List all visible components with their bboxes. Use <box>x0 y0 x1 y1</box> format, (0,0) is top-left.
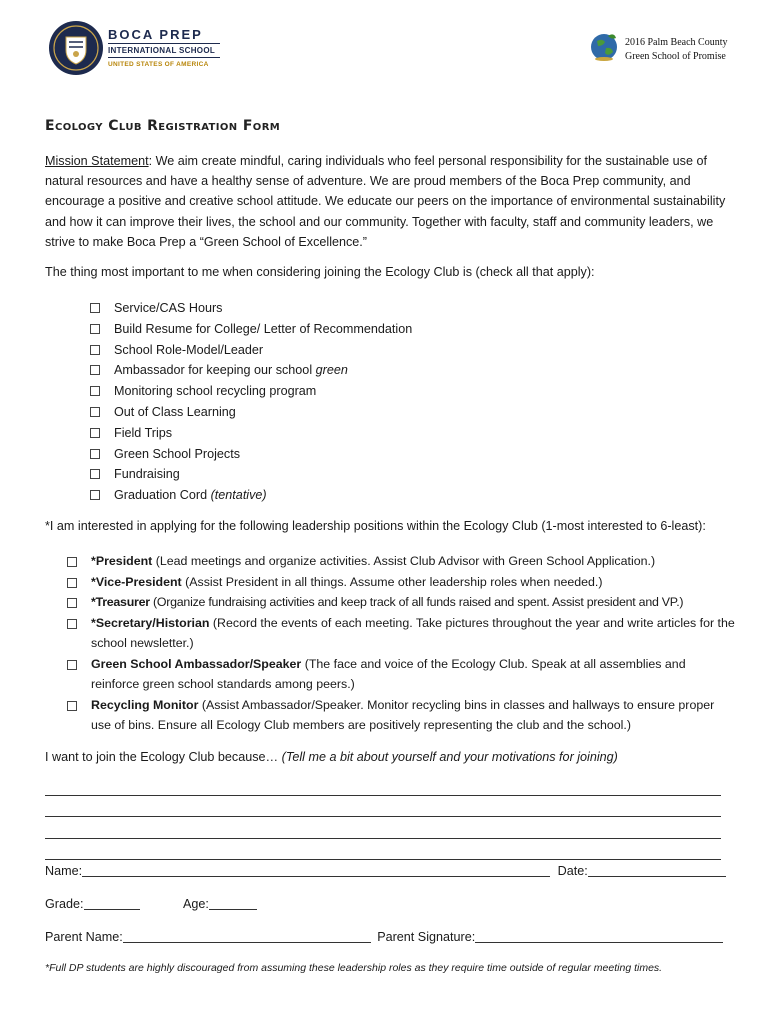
brand-divider <box>108 57 220 58</box>
question-motivation <box>45 750 618 764</box>
position-desc: (Organize fundraising activities and keep track of all funds raised and spent. Assist president and VP.) <box>149 595 684 609</box>
school-subtitle: INTERNATIONAL SCHOOL <box>108 46 216 55</box>
option-label: Monitoring school recycling program <box>114 384 317 399</box>
option-emphasis: green <box>315 363 348 378</box>
answer-line[interactable] <box>45 839 721 861</box>
checkbox[interactable] <box>67 598 77 608</box>
answer-line[interactable] <box>45 817 721 839</box>
checkbox[interactable] <box>67 557 77 567</box>
checkbox[interactable] <box>90 407 100 417</box>
motivation-answer-lines[interactable] <box>45 774 721 860</box>
option-item[interactable] <box>90 319 412 340</box>
mission-label: Mission Statement <box>45 154 149 168</box>
checkbox[interactable] <box>67 701 77 711</box>
option-emphasis: (tentative) <box>210 488 267 503</box>
position-desc: (The face and voice of the Ecology Club. Speak at all assemblies and reinforce green school standards among peers.) <box>91 656 686 691</box>
grade-age-row <box>45 896 257 912</box>
position-desc: (Assist Ambassador/Speaker. Monitor recycling bins in classes and hallways to ensure proper use of bins. Ensure all Ecology Club members are positively representing the club and the school.) <box>91 697 715 732</box>
age-field[interactable] <box>209 896 257 910</box>
parent-name-field[interactable] <box>123 929 371 943</box>
position-desc: (Lead meetings and organize activities. Assist Club Advisor with Green School Application.) <box>152 554 656 568</box>
option-label: Service/CAS Hours <box>114 301 223 315</box>
position-item[interactable] <box>67 592 737 613</box>
school-brand <box>108 28 226 69</box>
motivation-prompt: I want to join the Ecology Club because… <box>45 750 282 764</box>
position-item[interactable] <box>67 613 737 654</box>
award-line: 2016 Palm Beach County <box>625 37 728 48</box>
position-title: Green School Ambassador/Speaker <box>91 656 302 671</box>
option-label: Field Trips <box>114 425 173 440</box>
checkbox[interactable] <box>67 660 77 670</box>
option-item[interactable] <box>90 485 412 506</box>
age-label: Age: <box>183 897 209 911</box>
school-crest-icon <box>48 20 104 76</box>
position-title: Recycling Monitor <box>91 697 199 712</box>
name-field[interactable] <box>82 863 550 877</box>
position-title: *Vice-President <box>91 574 182 589</box>
mission-statement <box>45 151 735 252</box>
position-item[interactable] <box>67 654 737 695</box>
checkbox[interactable] <box>90 469 100 479</box>
option-label: Green School Projects <box>114 446 240 461</box>
page-header <box>0 0 770 90</box>
school-name: BOCA PREP <box>108 27 203 42</box>
checkbox[interactable] <box>90 490 100 500</box>
checkbox[interactable] <box>67 619 77 629</box>
question-leadership: *I am interested in applying for the following leadership positions within the Ecology Club (1-most interested to 6-least): <box>45 519 706 533</box>
option-item[interactable] <box>90 423 412 444</box>
parent-signature-label: Parent Signature: <box>377 930 476 944</box>
globe-icon <box>588 30 620 62</box>
parent-signature-field[interactable] <box>475 929 723 943</box>
name-label: Name: <box>45 864 83 878</box>
answer-line[interactable] <box>45 796 721 818</box>
position-title: *Treasurer <box>91 595 150 609</box>
position-desc: (Assist President in all things. Assume other leadership roles when needed.) <box>181 574 603 589</box>
checkbox[interactable] <box>90 386 100 396</box>
name-date-row <box>45 863 726 879</box>
parent-name-label: Parent Name: <box>45 930 123 944</box>
option-item[interactable] <box>90 360 412 381</box>
school-country: UNITED STATES OF AMERICA <box>108 61 209 68</box>
position-title: *Secretary/Historian <box>91 615 210 630</box>
option-label: Ambassador for keeping our school <box>114 363 316 378</box>
option-label: Fundraising <box>114 467 180 482</box>
position-item[interactable] <box>67 572 737 593</box>
date-field[interactable] <box>588 863 726 877</box>
option-item[interactable] <box>90 464 412 485</box>
date-label: Date: <box>557 864 588 878</box>
option-item[interactable] <box>90 340 412 361</box>
checkbox[interactable] <box>90 345 100 355</box>
option-item[interactable] <box>90 444 412 465</box>
option-label: Out of Class Learning <box>114 404 236 419</box>
option-label: Graduation Cord <box>114 488 211 503</box>
mission-text: : We aim create mindful, caring individuals who feel personal responsibility for the sustainable use of natural resources and have a healthy sense of adventure. We are proud members of the Boca Prep community, and encourage a positive and creative school attitude. We educate our peers on the importance of environmental sustainability and how it can improve their lives, the school and our community. Together with faculty, staff and community leaders, we strive to make Boca Prep a “Green School of Excellence.” <box>45 154 726 249</box>
answer-line[interactable] <box>45 774 721 796</box>
question-priorities: The thing most important to me when considering joining the Ecology Club is (check all that apply): <box>45 265 595 279</box>
checkbox[interactable] <box>90 324 100 334</box>
grade-label: Grade: <box>45 897 84 911</box>
motivation-hint: (Tell me a bit about yourself and your motivations for joining) <box>281 750 618 764</box>
checkbox[interactable] <box>67 578 77 588</box>
position-title: *President <box>91 554 153 568</box>
checkbox[interactable] <box>90 303 100 313</box>
option-item[interactable] <box>90 402 412 423</box>
award-line: Green School of Promise <box>625 51 726 62</box>
priority-options <box>90 298 412 506</box>
checkbox[interactable] <box>90 428 100 438</box>
checkbox[interactable] <box>90 449 100 459</box>
option-item[interactable] <box>90 298 412 319</box>
parent-row <box>45 929 723 945</box>
grade-field[interactable] <box>84 896 140 910</box>
option-label: Build Resume for College/ Letter of Recommendation <box>114 321 413 336</box>
award-text <box>625 36 765 64</box>
position-item[interactable] <box>67 551 737 572</box>
footnote: *Full DP students are highly discouraged from assuming these leadership roles as they require time outside of regular meeting times. <box>45 962 663 974</box>
form-title: Ecology Club Registration Form <box>45 118 281 134</box>
position-item[interactable] <box>67 695 737 736</box>
checkbox[interactable] <box>90 365 100 375</box>
brand-divider <box>108 43 220 44</box>
option-label: School Role-Model/Leader <box>114 342 264 357</box>
position-desc: (Record the events of each meeting. Take pictures throughout the year and write articles for the school newsletter.) <box>91 615 735 650</box>
leadership-positions <box>67 551 737 736</box>
option-item[interactable] <box>90 381 412 402</box>
